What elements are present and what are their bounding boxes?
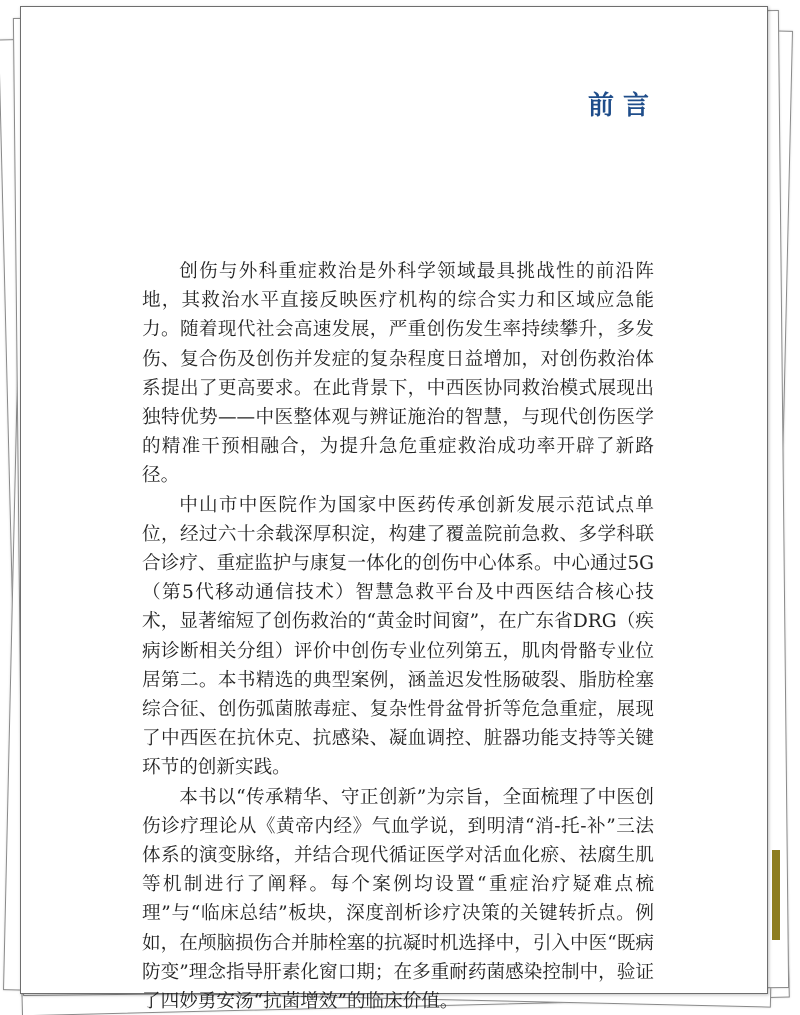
paragraph: 本书以“传承精华、守正创新”为宗旨，全面梳理了中医创伤诊疗理论从《黄帝内经》气血学说，到明清“消-托-补”三法体系的演变脉络，并结合现代循证医学对活血化瘀、祛腐生肌等机制进行了阐释。每个案例均设置“重症治疗疑难点梳理”与“临床总结”板块，深度剖析诊疗决策的关键转折点。例如，在颅脑损伤合并肺栓塞的抗凝时机选择中，引入中医“既病防变”理念指导肝素化窗口期；在多重耐药菌感染控制中，验证了四妙勇安汤“抗菌增效”的临床价值。 bbox=[142, 786, 654, 1013]
page-title: 前 言 bbox=[587, 91, 649, 121]
paragraph: 创伤与外科重症救治是外科学领域最具挑战性的前沿阵地，其救治水平直接反映医疗机构的综合实力和区域应急能力。随着现代社会高速发展，严重创伤发生率持续攀升，多发伤、复合伤及创伤并发症的复杂程度日益增加，对创伤救治体系提出了更高要求。在此背景下，中西医协同救治模式展现出独特优势——中医整体观与辨证施治的智慧，与现代创伤医学的精准干预相融合，为提升急危重症救治成功率开辟了新路径。 bbox=[142, 261, 654, 487]
paragraph: 中山市中医院作为国家中医药传承创新发展示范试点单位，经过六十余载深厚积淀，构建了覆盖院前急救、多学科联合诊疗、重症监护与康复一体化的创伤中心体系。中心通过5G（第5代移动通信技术）智慧急救平台及中西医结合核心技术，显著缩短了创伤救治的“黄金时间窗”，在广东省DRG（疾病诊断相关分组）评价中创伤专业位列第五，肌肉骨骼专业位居第二。本书精选的典型案例，涵盖迟发性肠破裂、脂肪栓塞综合征、创伤弧菌脓毒症、复杂性骨盆骨折等危急重症，展现了中西医在抗休克、抗感染、凝血调控、脏器功能支持等关键环节的创新实践。 bbox=[142, 494, 654, 779]
preface-body bbox=[142, 257, 654, 1015]
cover-edge-gold bbox=[772, 850, 780, 940]
document-page bbox=[20, 6, 768, 1013]
